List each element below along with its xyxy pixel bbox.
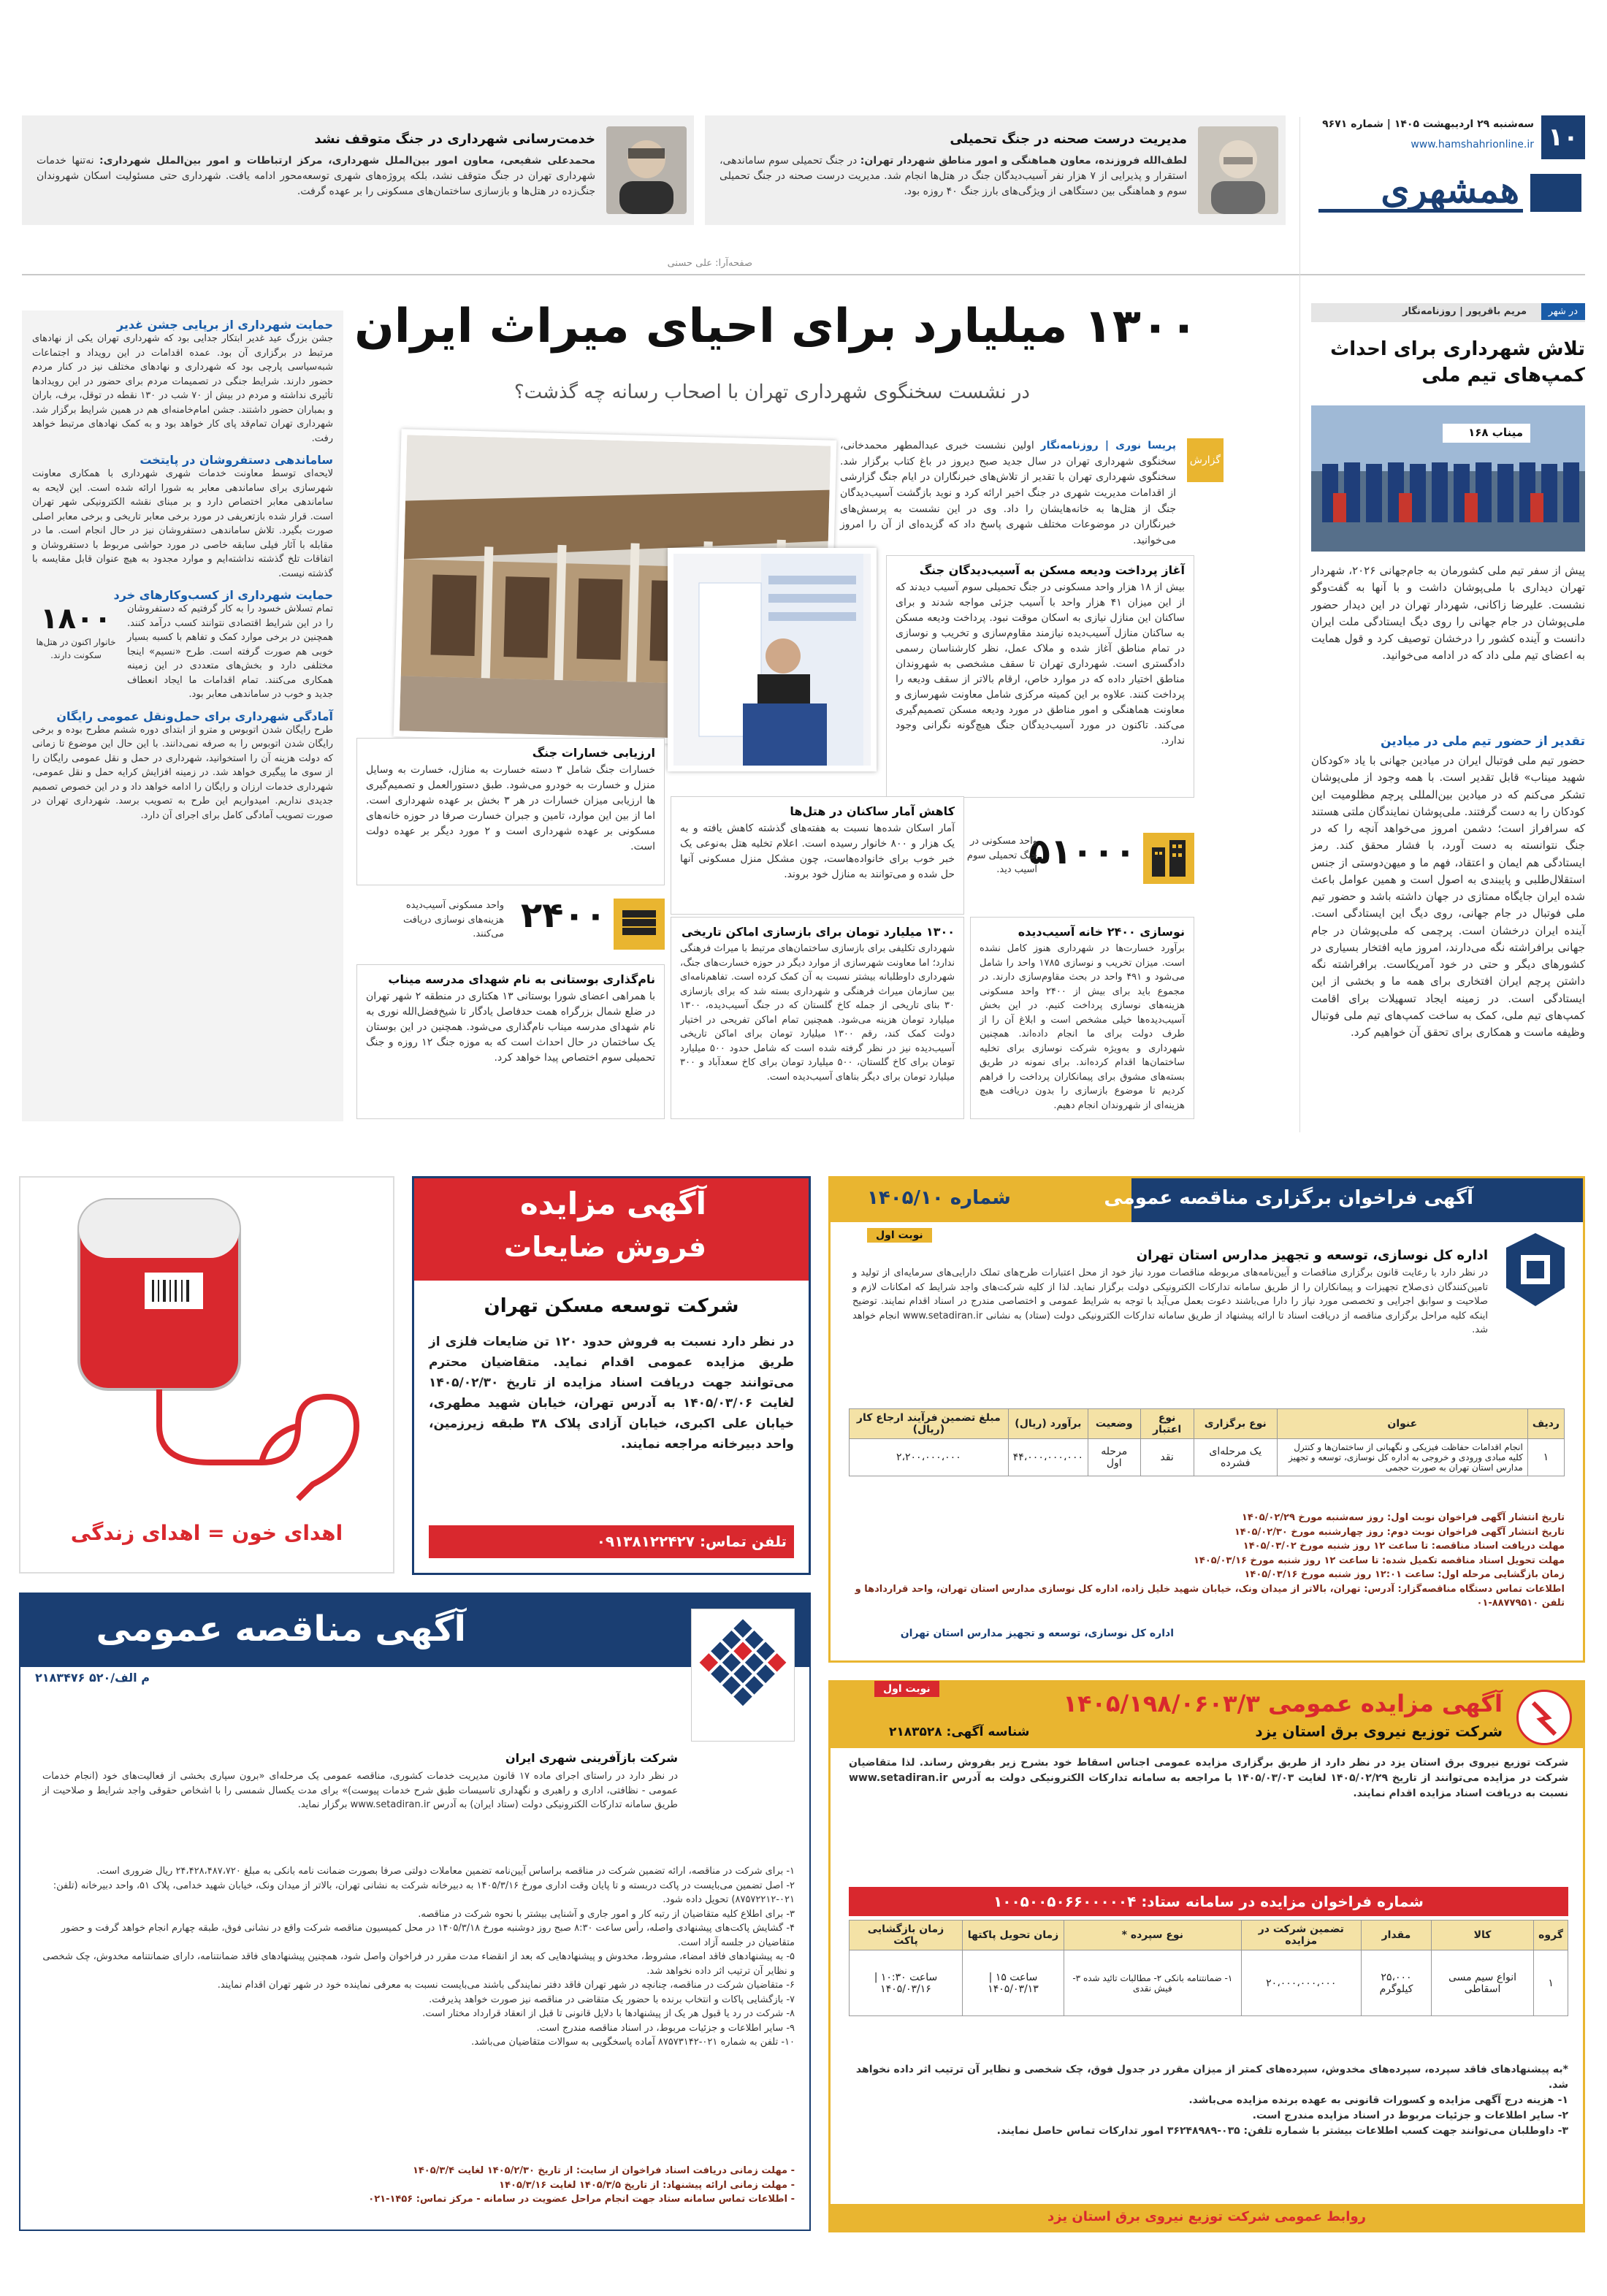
ad-code-2: ۲۱۸۳۴۷۶ <box>35 1671 85 1685</box>
ad-title: آگهی مناقصه عمومی <box>96 1609 466 1649</box>
conference-photo <box>668 548 877 771</box>
quote-title: خدمت‌رسانی شهرداری در جنگ متوقف نشد <box>314 131 595 147</box>
list-item: ۱۰- تلفن به شماره ۰۲۱-۸۷۵۷۳۱۴۲ آماده پاسخگویی به سوالات متقاضیان می‌باشد. <box>471 2037 795 2048</box>
date-line: سه‌شنبه ۲۹ اردیبهشت ۱۴۰۵ | شماره ۹۶۷۱ <box>1322 118 1534 130</box>
table-cell: ۱ <box>1527 1439 1564 1476</box>
table-cell: ۲۰،۰۰۰،۰۰۰،۰۰۰ <box>1241 1950 1362 2016</box>
date-line: - مهلت زمانی دریافت اسناد فراخوان از سایت: از تاریخ ۱۴۰۵/۲/۳۰ لغایت ۱۴۰۵/۳/۴ <box>412 2165 795 2176</box>
list-item: ۷- بازگشایی پاکات و انتخاب برنده با حضور یک متقاضی در مناقصه نیز صورت خواهد پذیرفت. <box>429 1994 795 2005</box>
box-text: شهرداری تکلیفی برای بازسازی ساختمان‌های مرتبط با میراث فرهنگی ندارد؛ اما معاونت شهرسازی از موارد دیگر در حوزه خسارت‌های جنگ، شهرداری داوطلبانه بیشتر نسبت به آن کمک کرده است. تفاهم‌نامه‌ای بین سازمان میراث فرهنگی و شهرداری بسته شد که برای بازسازی ۳۰ بنای تاریخی از جمله کاخ گلستان که در جنگ آسیب‌دیده، ۱۳۰۰ میلیارد تومان هزینه می‌شود. همچنین تمام اماکن تفریحی در اختیار دولت کمک کند، رقم ۱۳۰۰ میلیارد تومان برای اماکن تاریخی آسیب‌دیده نیز در نظر گرفته شده است که شامل حدود ۵۰۰ میلیارد تومان برای کاخ گلستان، ۵۰۰ میلیارد تومان برای کاخ سعدآباد و ۳۰۰ میلیارد تومان برای دیگر بناهای آسیب‌دیده است. <box>680 943 955 1083</box>
tag-label: در شهر <box>1541 303 1585 320</box>
ad-company: شرکت توسعه مسکن تهران <box>484 1295 739 1317</box>
brief-title: حمایت شهرداری از برپایی جشن غدیر <box>116 318 333 332</box>
money-icon <box>614 899 665 950</box>
page-number: ۱۰ <box>1541 115 1585 159</box>
report-tag-label: گزارش <box>1189 454 1221 466</box>
top-quote-2 <box>22 115 694 225</box>
info-box-damage <box>356 738 665 885</box>
report-tag <box>1187 438 1224 482</box>
stat-hotel-households <box>32 602 120 702</box>
ad-intro: در نظر دارد با رعایت قانون برگزاری مناقصات و آیین‌نامه‌های مربوطه مناقصات مورد نیاز خود از محل اعتبارات طرح‌های تملک دارایی‌های سرمایه‌ای از تولید و تامین‌کنندگان ذی‌صلاح تجهیزات و پیمانکاران را از طریق سامانه تدارکات الکترونیکی دولت برگزار نماید. لذا از کلیه شرکت‌های واجد شرایط که امکانات لازم و صلاحیت و سوابق اجرایی و تخصصی مورد نیاز را دارا می‌باشند دعوت بعمل می‌آید با توجه به شرایط عمومی و اختصاصی مندرج در اسناد اقدام نمایند. توضیح اینکه کلیه مراحل برگزاری مناقصه از دریافت اسناد تا ارائه پیشنهاد از طریق سامانه تدارکات الکترونیکی دولت (ستاد) به نشانی www.setadiran.ir انجام خواهد شد. <box>852 1267 1488 1335</box>
urban-regeneration-logo-icon <box>692 1609 794 1741</box>
table-cell: ساعت ۱۰:۳۰ | ۱۴۰۵/۰۳/۱۶ <box>850 1950 963 2016</box>
setad-label: شماره فراخوان مزایده در سامانه ستاد: <box>1141 1893 1424 1910</box>
ad-header-bar <box>831 1178 1583 1222</box>
table-cell: انجام اقدامات حفاظت فیزیکی و نگهبانی از ساختمان‌ها و کنترل کلیه مبادی ورودی و خروجی به اداره کل نوسازی، توسعه و تجهیز مدارس استان تهران به صورت حجمی <box>1277 1439 1527 1476</box>
stat-number: ۱۸۰۰ <box>40 602 112 636</box>
editor-line: صفحه‌آرا: علی حسنی <box>667 258 752 269</box>
phone-number[interactable]: ۰۹۱۳۸۱۲۲۴۲۷ <box>596 1533 695 1550</box>
team-photo <box>1311 405 1585 552</box>
table-header: مقدار <box>1362 1921 1432 1950</box>
masthead <box>1311 115 1585 225</box>
ad-code-1: م الف/۵۲۰ <box>88 1671 150 1685</box>
brief-item <box>22 446 343 581</box>
stat-number: ۵۱۰۰۰ <box>1028 831 1136 872</box>
date-line: تاریخ انتشار آگهی فراخوان نوبت دوم: روز چهارشنبه مورخ ۱۴۰۵/۰۲/۳۰ <box>1234 1526 1565 1538</box>
ad-subtitle: فروش ضایعات <box>504 1231 706 1263</box>
ad-title: آگهی فراخوان برگزاری مناقصه عمومی <box>1104 1187 1473 1209</box>
table-cell: ساعت ۱۵ | ۱۴۰۵/۰۳/۱۳ <box>962 1950 1064 2016</box>
table-header: زمان تحویل پاکتها <box>962 1921 1064 1950</box>
ad-items <box>42 1864 795 2050</box>
brief-title: ساماندهی دستفروشان در پایتخت <box>140 453 333 467</box>
list-item: ۴- گشایش پاکت‌های پیشنهادی واصله، رأس ساعت ۸:۳۰ صبح روز دوشنبه مورخ ۱۴۰۵/۳/۱۸ در محل کمیسیون مناقصه شرکت واقع در نشانی فوق، طبقه چهارم انجام خواهد گرفت و حضور متقاضیان در جلسه آزاد است. <box>61 1923 795 1948</box>
ad-code: شناسه آگهی: ۲۱۸۳۵۲۸ <box>889 1725 1030 1739</box>
ad-company: شرکت توزیع نیروی برق استان یزد <box>1255 1723 1503 1740</box>
side-story <box>1311 303 1585 1136</box>
table-cell: ۱ <box>1534 1950 1568 2016</box>
table-cell: انواع سیم مسی اسقاطی <box>1431 1950 1533 2016</box>
main-subheadline: در نشست سخنگوی شهرداری تهران با اصحاب رسانه چه گذشت؟ <box>514 381 1030 403</box>
table-header: نوع اعتبار <box>1140 1409 1194 1439</box>
date-line: اطلاعات تماس دستگاه مناقصه‌گزار: آدرس: تهران، بالاتر از میدان ونک، خیابان شهید خلیل زاده، اداره کل نوسازی مدارس استان تهران، واحد قراردادها و تلفن ۸۸۷۷۹۵۱۰-۰۱ <box>855 1583 1565 1609</box>
info-box-deposit <box>886 555 1194 798</box>
table-header: نوع سپرده * <box>1064 1921 1241 1950</box>
auction-table <box>849 1920 1568 2016</box>
brief-text: تمام تسلاش خسود را به کار گرفتیم که دستفروشان را در این شرایط اقتصادی نتوانند کسب درآمد کنند. همچنین در برخی موارد کمک و تفاهم با کسبه بسیار خوبی هم صورت گرفته است. طرح «نسیم» اینجا مختلفی دارد و بخش‌های متعددی در این زمینه همکاری می‌کنند. تمام اقدامات ما ایجاد انعطاف جدید و خوب در ساماندهی معابر بود. <box>127 603 333 700</box>
stat-units-damaged <box>968 825 1194 899</box>
info-box-hotels <box>671 796 964 915</box>
ad-text: در نظر دارد در راستای اجرای ماده ۱۷ قانون مدیریت خدمات کشوری، مناقصه عمومی یک مرحله‌ای «برون سپاری بخشی از فعالیت‌های خود (انجام خدمات عمومی - نظافتی، اداری و راهبری و نگهداری تاسیسات طبق شرح خدمات پیوست)» برای مدت یکسال شمسی را با اشخاص حقوقی واجد شرایط و صلاحیت از طریق سامانه تدارکات الکترونیکی دولت (ستاد ایران) به آدرس www.setadiran.ir برگزار نماید. <box>42 1771 678 1810</box>
info-box-park <box>356 964 665 1119</box>
story-headline: تلاش شهرداری برای احداث کمپ‌های تیم ملی <box>1330 338 1585 387</box>
ad-header-bar <box>831 1682 1583 1748</box>
brief-text: طرح رایگان شدن اتوبوس و مترو از ابتدای دوره ششم مطرح بوده و برخی رایگان شدن اتوبوس را به صرفه نمی‌دانند. با این حال این موضوع تا زمانی که دولت هزینه آن را استخوانید، شهرداری در حمل و نقل عمومی رایگان را از سوی ما پیگیری خواهد شد. در زمینه افزایش کرایه حمل و نقل عمومی، شهرداری خدمات ارزان و رایگان را ادامه خواهد داد و در این خصوص تصمیم جدیدی نداریم. امیدواریم این طرح به تصویب برسد. شهرداری تهران در صورت تصویب آمادگی کامل برای اجرای آن دارد. <box>32 724 333 821</box>
list-item: ۵- به پیشنهادهای فاقد امضاء، مشروط، مخدوش و پیشنهادهایی که بعد از انقضاء مدت مقرر در فراخوان واصل شود، همچنین پیشنهادهای فاقد ضمانتنامه، دارای ضمانتنامه مخدوش، چک شخصی و نظایر آن ترتیب اثر داده نخواهد شد. <box>42 1951 795 1977</box>
table-header: کالا <box>1431 1921 1533 1950</box>
box-text: برآورد خسارت‌ها در شهرداری هنوز کامل نشده است. میزان تخریب و نوسازی ۱۷۸۵ واحد را شامل می‌شود و ۴۹۱ واحد در بحث مقاوم‌سازی دارند. در مجموع باید برای بیش از ۲۴۰۰ واحد مسکونی هزینه‌های نوسازی پرداخت کنیم. در این بخش آسیب‌دیده‌ها خیلی مشخص است و ابلاغ آن را از طرف دولت برای ما انجام داده‌اند. همچنین شهرداری و به‌ویژه شرکت نوسازی برای تخلیه ساختمان‌ها اقدام کرده‌اند. برای نمونه در طریق بسته‌های مشوق برای پیمانکاران پرداخت را فراهم کردیم تا موضوع بازسازی را بدون دریافت هیچ هزینه‌ای از شهروندان انجام دهیم. <box>980 943 1185 1111</box>
ad-phone-row <box>429 1525 794 1558</box>
quote-byline: لطف‌الله فروزنده، معاون هماهنگی و امور مناطق شهردار تهران: <box>860 155 1188 167</box>
ad-text: در نظر دارد نسبت به فروش حدود ۱۲۰ تن ضایعات فلزی از طریق مزایده عمومی اقدام نماید. متقاضیان محترم می‌توانند جهت دریافت اسناد مزایده از تاریخ ۱۴۰۵/۰۲/۳۰ لغایت ۱۴۰۵/۰۳/۰۶ به آدرس تهران، خیابان شهید مطهری، خیابان علی اکبری، خیابان آزادی پلاک ۳۸ طبقه زیرزمین، واحد دبیرخانه مراجعه نمایند. <box>429 1335 795 1452</box>
box-title: نوسازی ۲۴۰۰ خانه آسیب‌دیده <box>1018 925 1185 939</box>
table-header: ردیف <box>1527 1409 1564 1439</box>
date-line: - اطلاعات تماس سامانه ستاد جهت انجام مراحل عضویت در سامانه - مرکز تماس: ۱۴۵۶-۰۲۱ <box>368 2194 795 2205</box>
ad-header <box>414 1178 809 1281</box>
date-line: مهلت دریافت اسناد مناقصه: تا ساعت ۱۲ روز شنبه مورخ ۱۴۰۵/۰۳/۰۲ <box>1243 1541 1565 1552</box>
brief-text: جشن بزرگ عید غدیر ابتکار جدایی بود که شهرداری تهران یکی از نهادهای مرتبط در برگزاری آن بود. عمده اقدامات در این رویداد و اجتماعات شبه‌سیاسی پارچی بود که شهرداری و نهادهای مختلف نیز در کنار مردم حضور دارند. شرایط جنگی در تصمیمات مردم برای حضور در این رویدادها تأثیری نداشته و مردم در بیش از ۷۰ شب در ۱۳۰ نقطه در توقل، برف، باران و بمباران حضور داشتند. جشن امام‌خامنه‌ای هم در همین شرایط برگزار شد. شهرداری تهران تمام‌قد پای کار خواهد بود و به کمک نهادهای مرتبط خواهد رفت. <box>32 333 333 444</box>
ad-org: شرکت بازآفرینی شهری ایران <box>505 1751 678 1765</box>
table-row <box>850 1439 1565 1476</box>
brief-title: حمایت شهرداری از کسب‌وکارهای خرد <box>113 588 333 602</box>
quote-text <box>719 153 1187 199</box>
list-item: ۳- برای اطلاع کلیه متقاضیان از رتبه کار و امور جاری و آشنایی بیشتر با نحوه شرکت در مناقصه. <box>418 1908 795 1920</box>
list-item: ۸- شرکت در رد یا قبول هر یک از پیشنهادها با دلایل قانونی تا قبل از انعقاد قرارداد مختار است. <box>422 2008 795 2019</box>
team-photo-image <box>1311 405 1585 552</box>
masthead-logo <box>1311 167 1585 219</box>
table-cell: نقد <box>1140 1439 1194 1476</box>
stat-label: واحد مسکونی در جنگ تحمیلی سوم آسیب دید. <box>966 836 1037 875</box>
ad-org: اداره کل نوسازی، توسعه و تجهیز مدارس استان تهران <box>1136 1248 1488 1263</box>
story-tag <box>1311 303 1585 322</box>
ad-dates <box>849 1511 1565 1611</box>
table-header: مبلغ تضمین فرآیند ارجاع کار (ریال) <box>850 1409 1009 1439</box>
list-item: ۲- اصل تضمین می‌بایست در پاکت دربسته و تا پایان وقت اداری مورخ ۱۴۰۵/۳/۱۶ به دبیرخانه شرکت به نشانی تهران، بالاتر از میدان ونک، خیابان شهید خدامی، پلاک ۵۱، واحد دبیرخانه (تلفن: ۰۲۱-۸۷۵۷۲۲۱۲) تحویل داده شود. <box>53 1880 795 1905</box>
list-item: ۹- سایر اطلاعات و جزئیات مربوط، در اسناد مناقصه مندرج است. <box>536 2022 795 2034</box>
table-cell: ۱- ضمانتنامه بانکی ۲- مطالبات تائید شده ۳- فیش نقدی <box>1064 1950 1241 2016</box>
box-text: خسارات جنگ شامل ۳ دسته خسارت به منازل، خسارت به وسایل منزل و خسارت به خودرو می‌شود. طبق دستورالعمل و تصمیم‌گیری ها ارزیابی میزان خسارات در هر ۳ بخش بر عهده شهرداری است. اما از بین این موارد، تامین و جبران خسارت صرفا در حوزه خانه‌های مسکونی بر عهده شهرداری است و ۲ مورد دیگر بر عهده دولت است. <box>366 764 656 853</box>
brief-column <box>22 310 343 1121</box>
table-cell: ۲،۲۰۰،۰۰۰،۰۰۰ <box>850 1439 1009 1476</box>
building-icon <box>1143 833 1194 884</box>
table-cell: یک مرحله‌ای فشرده <box>1194 1439 1277 1476</box>
power-logo-icon <box>1516 1690 1572 1745</box>
list-item: ۶- متقاضیان شرکت در مناقصه، چنانچه در شهر تهران فاقد دفتر نمایندگی باشند می‌بایست نسبت به معرفی نماینده خود در شهر تهران اقدام نمایند. <box>217 1980 795 1991</box>
quote-text <box>37 153 595 199</box>
ad-notes <box>849 2062 1568 2139</box>
table-header: زمان بازگشایی پاکت <box>850 1921 963 1950</box>
box-title: ۱۳۰۰ میلیارد تومان برای بازسازی اماکن تاریخی <box>681 925 955 939</box>
brief-item <box>22 581 343 702</box>
main-lede <box>840 438 1176 549</box>
brief-item <box>22 702 343 823</box>
ad-auction-power <box>828 1680 1585 2232</box>
ad-round: نوبت اول <box>867 1228 932 1243</box>
ad-caption: اهدای خون = اهدای زندگی <box>70 1521 343 1545</box>
quote-body: نه‌تنها خدمات شهرداری تهران در جنگ متوقف نشد، بلکه پروژه‌های شهری توسعه‌محور ادامه یافت. شهرداری حتی مسئولیت اسکان شهروندان جنگ‌زده در هتل‌ها و بازسازی ساختمان‌های مسکونی را بر عهده گرفت. <box>37 155 595 197</box>
table-header: وضعیت <box>1088 1409 1141 1439</box>
stat-renovation <box>358 891 665 957</box>
table-cell: ۲۵،۰۰۰ کیلوگرم <box>1362 1950 1432 2016</box>
phone-label: تلفن تماس: <box>699 1533 787 1550</box>
box-title: آغاز پرداخت ودیعه مسکن به آسیب‌دیدگان جنگ <box>919 563 1185 577</box>
ad-auction-scrap <box>412 1176 811 1575</box>
date-line: - مهلت زمانی ارائه پیشنهاد: از تاریخ ۱۴۰۵/۳/۵ لغایت ۱۴۰۵/۳/۱۶ <box>499 2179 795 2191</box>
quote-byline: محمدعلی شفیعی، معاون امور بین‌الملل شهرداری، مرکز ارتباطات و امور بین‌الملل شهرداری: <box>99 155 596 167</box>
quote-title: مدیریت درست صحنه در جنگ تحمیلی <box>950 131 1187 147</box>
avatar <box>606 126 687 214</box>
setad-banner <box>849 1887 1568 1916</box>
table-header: نوع برگزاری <box>1194 1409 1277 1439</box>
note-line: *به پیشنهادهای فاقد سپرده، سپرده‌های مخدوش، سپرده‌های کمتر از میزان مقرر در جدول فوق، چک شخصی و نظایر آن ترتیب اثر داده نخواهد شد. <box>855 2064 1568 2091</box>
table-cell: مرحله اول <box>1088 1439 1141 1476</box>
story-body: پیش از سفر تیم ملی کشورمان به جام‌جهانی ۲۰۲۶، شهردار تهران دیداری با ملی‌پوشان داشت و با آنها به گفت‌وگو نشست. علیرضا زاکانی، شهردار تهران در این دیدار حضور ملی‌پوشان در جام جهانی را روی دیگ ایستادگی ملت ایران دانست و آینده کشور را درخشان توصیف کرد و قول همایت به اعضای تیم ملی داد که در ادامه می‌خوانید. <box>1311 564 1585 663</box>
org-logo <box>691 1609 795 1742</box>
ad-footer: اداره کل نوسازی، توسعه و تجهیز مدارس استان تهران <box>900 1628 1174 1639</box>
ad-dates <box>42 2164 795 2207</box>
list-item: ۱- برای شرکت در مناقصه، ارائه تضمین شرکت در مناقصه براساس آیین‌نامه تضمین معاملات دولتی صرفا بصورت ضمانت نامه بانکی به مبلغ ۲۴،۴۲۸،۴۸۷،۷۲۰ ریال ضروری است. <box>96 1866 795 1877</box>
info-box-heritage <box>671 917 964 1119</box>
photo-caption: میناب ۱۶۸ <box>1468 426 1523 439</box>
main-lede-text: اولین نشست خبری عبدالمطهر محمدخانی، سخنگوی شهرداری تهران در سال جدید صبح دیروز در باغ کتاب برگزار شد. سخنگوی شهرداری تهران با تقدیر از تلاش‌های خبرنگاران در ایام جنگ گزارشی از اقدامات مدیریت شهری در جنگ اخیر ارائه کرد و نوید بازگشت آسیب‌دیدگان جنگ از هتل‌ها به خانه‌هایشان را داد. وی در این نشست به پرسش‌های خبرنگاران در موضوعات مختلف شهری پاسخ داد که گزیده‌ای از آن را امروز می‌خوانید. <box>840 440 1176 547</box>
top-quote-1 <box>705 115 1286 225</box>
ad-title: آگهی مزایده عمومی ۱۴۰۵/۱۹۸/۰۶۰۳/۳ <box>1063 1690 1503 1717</box>
tender-table <box>849 1408 1565 1476</box>
ad-number: شماره ۱۴۰۵/۱۰ <box>867 1187 1011 1209</box>
column-divider <box>1299 117 1300 1132</box>
box-text: بیش از ۱۸ هزار واحد مسکونی در جنگ تحمیلی سوم آسیب دیدند که از این میزان ۴۱ هزار واحد با آسیب جزئی مواجه شدند و برای ساکنان این منازل نیازی به اسکان موقت نبود. پرداخت ودیعه مسکن به ساکنان منازل آسیب‌دیده نیازمند مقاوم‌سازی و تخریب و نوسازی در تمام مناطق آغاز شده و ملاک عمل، نظر کارشناسان رسمی دادگستری است. شهرداری تهران تا سقف مشخصی به شهروندان مناطق اختیار داده که در موارد خاص، ارقام بالاتر از سقف ودیعه را پرداخت کنند. علاوه بر این کمیته مرکزی شامل معاونت شهرسازی و معاونت هماهنگی و امور مناطق در مورد ودیعه مسکن تصمیم‌گیری می‌کند. تاکنون در مورد آسیب‌دیدگان جنگ هیچ‌گونه نگرانی وجود ندارد. <box>896 581 1185 747</box>
brief-text: لایحه‌ای توسط معاونت خدمات شهری شهرداری با همکاری معاونت شهرسازی برای ساماندهی معابر به شورا ارائه شده است. این لایحه به ساماندهی معابر اختصاص دارد و بر مبنای نقشه الکترونیکی شهر تهران است. قرار شده بازتعریفی در مورد برخی معابر تاریخی و برخی معابر اصلی صورت بگیرد. تلاش ساماندهی دستفروشان نیز در حال انجام است. ما در مقابله با آثار فیلی سابقه خاصی در مورد حواشی مربوط با دستفروشان و اتفاقات تلخ گذشته نداشته‌ایم و موارد مجدود به هیچ عنوان قابل مقایسه با گذشته نیست. <box>32 468 333 579</box>
main-headline: ۱۳۰۰ میلیارد برای احیای میراث ایران <box>354 300 1198 354</box>
press-conference-image <box>673 554 871 766</box>
box-title: نام‌گذاری بوستانی به نام شهدای مدرسه میناب <box>388 972 655 986</box>
note-line: ۱- هزینه درج آگهی مزایده و کسورات قانونی به عهده برنده مزایده می‌باشد. <box>1188 2094 1568 2106</box>
table-header: گروه <box>1534 1921 1568 1950</box>
website[interactable]: www.hamshahrionline.ir <box>1411 139 1534 150</box>
table-cell: ۴۴،۰۰۰،۰۰۰،۰۰۰ <box>1008 1439 1088 1476</box>
table-header: عنوان <box>1277 1409 1527 1439</box>
brief-item <box>22 310 343 446</box>
ad-footer: روابط عمومی شرکت توزیع نیروی برق استان یزد <box>831 2204 1583 2230</box>
note-line: ۳- داوطلبان می‌توانند جهت کسب اطلاعات بیشتر با شماره تلفن: ۰۳۵-۳۶۲۴۸۹۸۹ امور تدارکات تماس حاصل نمایند. <box>996 2125 1568 2137</box>
main-byline: پریسا نوری | روزنامه‌نگار <box>1040 440 1177 451</box>
box-title: کاهش آمار ساکنان در هتل‌ها <box>790 804 955 818</box>
ad-round: نوبت اول <box>874 1681 939 1697</box>
box-text: آمار اسکان شده‌ها نسبت به هفته‌های گذشته کاهش یافته و به یک هزار و ۸۰۰ خانوار رسیده است. اعلام تخلیه هتل به‌نوعی یک خبر خوب برای خانواده‌هاست، چون مشکل منزل مسکونی آنها حل شده و می‌توانند به منازل خود بروند. <box>680 823 955 880</box>
avatar <box>1198 126 1278 214</box>
stat-label: خانوار اکنون در هتل‌ها سکونت دارند. <box>36 637 116 660</box>
ad-text: شرکت توزیع نیروی برق استان یزد در نظر دارد از طریق برگزاری مزایده عمومی اجناس اسقاط خود بشرح زیر بفروش رساند. لذا متقاضیان شرکت در مزایده می‌توانند از تاریخ ۱۴۰۵/۰۲/۲۹ لغایت ۱۴۰۵/۰۳/۰۳ با مراجعه به سامانه تدارکات الکترونیکی دولت به آدرس www.setadiran.ir نسبت به دریافت اسناد مزایده اقدام نمایند. <box>849 1757 1569 1799</box>
box-title: ارزیابی خسارات جنگ <box>532 746 655 760</box>
ad-title: آگهی مزایده <box>519 1186 706 1221</box>
date-line: تاریخ انتشار آگهی فراخوان نوبت اول: روز سه‌شنبه مورخ ۱۴۰۵/۰۲/۲۹ <box>1241 1512 1565 1523</box>
setad-number: ۱۰۰۵۰۰۵۰۶۶۰۰۰۰۰۴ <box>993 1893 1137 1910</box>
note-line: ۲- سایر اطلاعات و جزئیات مربوط در اسناد مزایده مندرج است. <box>1252 2110 1568 2121</box>
blood-bag-icon <box>20 1178 393 1514</box>
ad-blood-donation <box>19 1176 394 1574</box>
ad-code <box>35 1671 150 1685</box>
logo-text: همشهری <box>1381 168 1519 211</box>
education-logo-icon <box>1499 1229 1572 1310</box>
person-icon <box>1198 126 1278 214</box>
person-icon <box>606 126 687 214</box>
date-line: زمان بازگشایی مرحله اول: ساعت ۱۲:۰۱ روز شنبه مورخ ۱۴۰۵/۰۳/۱۶ <box>1244 1569 1565 1580</box>
info-box-houses <box>970 917 1194 1119</box>
table-row <box>850 1950 1568 2016</box>
date-line: مهلت تحویل اسناد مناقصه تکمیل شده: تا ساعت ۱۲ روز شنبه مورخ ۱۴۰۵/۰۳/۱۶ <box>1194 1555 1565 1566</box>
story-subhead: تقدیر از حضور تیم ملی در میادین <box>1380 734 1585 749</box>
org-logo <box>1499 1229 1572 1310</box>
byline: مریم باقرپور | روزنامه‌نگار <box>1402 306 1527 317</box>
quote-body: در جنگ تحمیلی سوم ساماندهی، استقرار و پذیرایی از ۷ هزار نفر آسیب‌دیدگان جنگ در هتل‌ها انجام شد. مدیریت درست صحنه در جنگ تحمیلی سوم و هماهنگی بین دستگاهی از ویژگی‌های بارز جنگ ۴۰ روزه بود. <box>719 155 1188 197</box>
table-header: تضمین شرکت در مزایده <box>1241 1921 1362 1950</box>
table-header: برآورد (ریال) <box>1008 1409 1088 1439</box>
ad-tender-schools <box>828 1176 1585 1663</box>
brief-title: آمادگی شهرداری برای حمل‌ونقل عمومی رایگان <box>56 709 333 723</box>
story-body-2: حضور تیم ملی فوتبال ایران در میادین جهانی با یاد «کودکان شهید میناب» قابل تقدیر است. با همه وجود از ملی‌پوشان تشکر می‌کنم که در میادین بین‌المللی پرچم مظلومیت این کودکان را به دست گرفتند. ملی‌پوشان نمایندگان ملتی هستند که سرافراز است؛ دشمن امروز می‌خواهد آنچه را که در جنگ نتوانسته به دست آورد، با فشار محقق کند. رمز ایستادگی هم ایمان و اعتقاد، فهم ما و میهن‌دوستی از جنس استقلال‌طلبی و پایبندی به اصول است و همین عوامل باعث شده ایران جایگاه ممتازی در جهان داشته باشد و حضور تیم ملی فوتبال در جام جهانی، روی دیگ این ایستادگی است. آینده ایران درخشان است. پرچمی که ملی‌پوشان در جام جهانی برافراشته نگه می‌دارند، امروز مایه افتخار بسیاری در کشورهای دیگر و حتی در خود آمریکاست. برافراشته نگه داشتن پرچم ایران افتخاری برای همه ما و بخشی از این ایستادگی است. در زمینه ایجاد تسهیلات برای اقامت کمپ‌های تیم ملی، کمک به ساخت کمپ‌های تیم ملی فوتبال وظیفه ماست و همکاری برای تحقق آن خواهیم کرد. <box>1311 754 1585 1039</box>
stat-label: واحد مسکونی آسیب‌دیده هزینه‌های نوسازی دریافت می‌کنند. <box>402 900 504 939</box>
ad-tender-general <box>19 1593 811 2231</box>
box-text: با همراهی اعضای شورا بوستانی ۱۳ هکتاری در منطقه ۲ شهر تهران در ضلع شمال بزرگراه همت حدفاصل یادگار تا شیخ‌فضل‌الله نوری به نام شهدای مدرسه میناب نام‌گذاری می‌شود. همچنین در این بوستان یک ساختمان در حال احداث است که به موزه جنگ ۱۲ روزه و جنگ تحمیلی سوم اختصاص پیدا خواهد کرد. <box>366 991 655 1064</box>
stat-number: ۲۴۰۰ <box>520 895 606 936</box>
header-rule <box>22 274 1585 275</box>
